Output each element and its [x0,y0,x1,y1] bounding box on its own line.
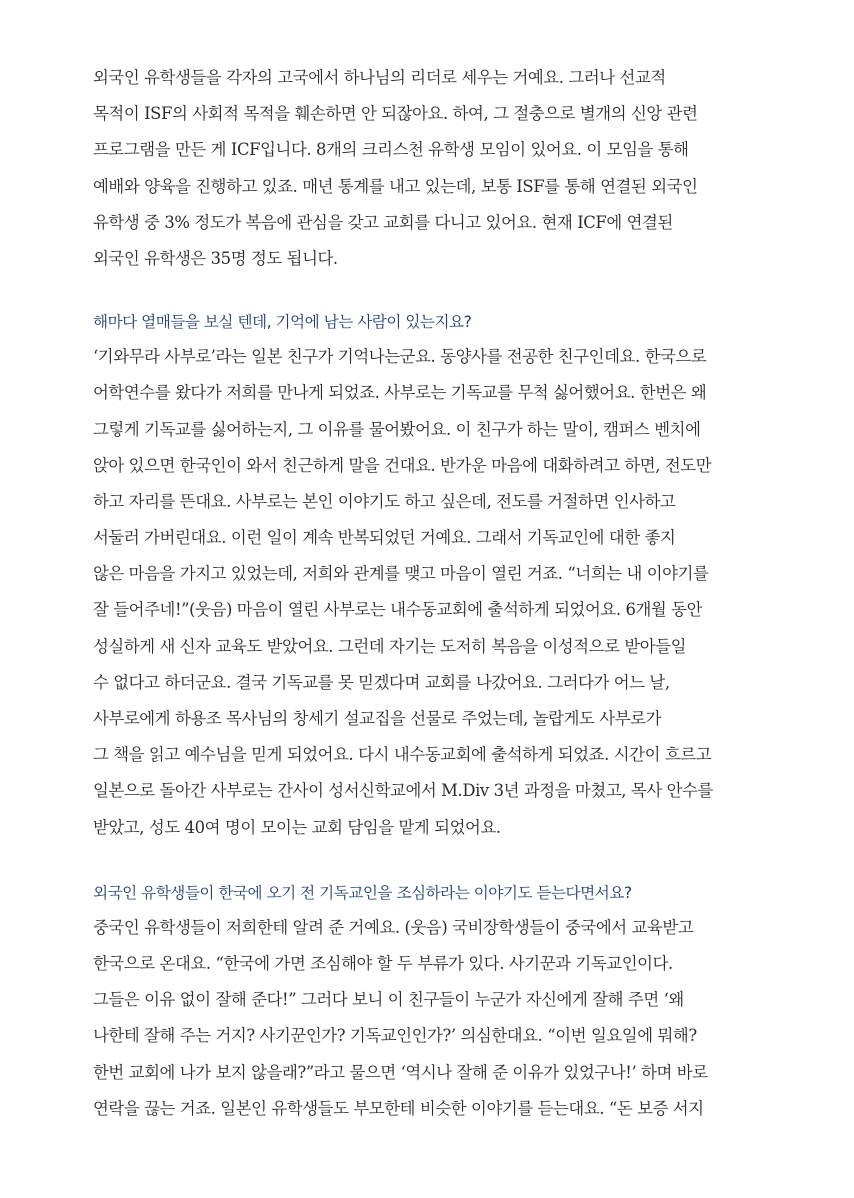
text-line: 서둘러 가버린대요. 이런 일이 계속 반복되었던 거예요. 그래서 기독교인에 대한 좋지 [93,528,676,548]
text-line: 하고 자리를 뜬대요. 사부로는 본인 이야기도 하고 싶은데, 전도를 거절하면 인사하고 [93,491,676,511]
text-line: 받았고, 성도 40여 명이 모이는 교회 담임을 맡게 되었어요. [93,817,501,837]
text-line: 일본으로 돌아간 사부로는 간사이 성서신학교에서 M.Div 3년 과정을 마쳤고, 목사 안수를 [93,781,713,801]
answer-paragraph [93,910,813,1127]
text-line: 수 없다고 하더군요. 결국 기독교를 못 믿겠다며 교회를 나갔어요. 그러다가 어느 날, [93,672,670,692]
answer-paragraph [93,339,813,846]
text-line: 연락을 끊는 거죠. 일본인 유학생들도 부모한테 비슷한 이야기를 듣는대요. “돈 보증 서지 [93,1098,704,1118]
text-line: 앉아 있으면 한국인이 와서 친근하게 말을 건대요. 반가운 마음에 대화하려고 하면, 전도만 [93,455,712,475]
text-line: 어학연수를 왔다가 저희를 만나게 되었죠. 사부로는 기독교를 무척 싫어했어요. 한번은 왜 [93,383,707,403]
text-line: 외국인 유학생들을 각자의 고국에서 하나님의 리더로 세우는 거예요. 그러나 선교적 [93,68,666,87]
text-line: 성실하게 새 신자 교육도 받았어요. 그런데 자기는 도저히 복음을 이성적으로 받아들일 [93,636,687,656]
text-line: 유학생 중 3% 정도가 복음에 관심을 갖고 교회를 다니고 있어요. 현재 ICF에 연결된 [93,212,673,232]
text-line: 그들은 이유 없이 잘해 준다!” 그러다 보니 이 친구들이 누군가 자신에게 잘해 주면 ‘왜 [93,990,684,1010]
interview-question: 외국인 유학생들이 한국에 오기 전 기독교인을 조심하라는 이야기도 듣는다면서요? [93,883,632,902]
text-line: 잘 들어주네!”(웃음) 마음이 열린 사부로는 내수동교회에 출석하게 되었어요. 6개월 동안 [93,600,703,620]
text-line: 외국인 유학생은 35명 정도 됩니다. [93,248,338,268]
text-line: 않은 마음을 가지고 있었는데, 저희와 관계를 맺고 마음이 열린 거죠. “너희는 내 이야기를 [93,564,709,584]
intro-paragraph [93,60,813,277]
text-line: 그렇게 기독교를 싫어하는지, 그 이유를 물어봤어요. 이 친구가 하는 말이, 캠퍼스 벤치에 [93,419,701,439]
text-line: 나한테 잘해 주는 거지? 사기꾼인가? 기독교인인가?’ 의심한대요. “이번 일요일에 뭐해? [93,1026,697,1046]
interview-question: 해마다 열매들을 보실 텐데, 기억에 남는 사람이 있는지요? [93,313,472,332]
text-line: 한번 교회에 나가 보지 않을래?”라고 물으면 ‘역시나 잘해 준 이유가 있었구나!’ 하며 바로 [93,1062,708,1082]
text-line: 그 책을 읽고 예수님을 믿게 되었어요. 다시 내수동교회에 출석하게 되었죠. 시간이 흐르고 [93,745,712,765]
text-line: 목적이 ISF의 사회적 목적을 훼손하면 안 되잖아요. 하여, 그 절충으로 별개의 신앙 관련 [93,104,698,124]
text-line: 사부로에게 하용조 목사님의 창세기 설교집을 선물로 주었는데, 놀랍게도 사부로가 [93,709,662,728]
text-line: 중국인 유학생들이 저희한테 알려 준 거예요. (웃음) 국비장학생들이 중국에서 교육받고 [93,917,694,937]
text-line: ‘기와무라 사부로’라는 일본 친구가 기억나는군요. 동양사를 전공한 친구인데요. 한국으로 [93,347,707,367]
text-line: 예배와 양육을 진행하고 있죠. 매년 통계를 내고 있는데, 보통 ISF를 통해 연결된 외국인 [93,176,698,196]
text-line: 프로그램을 만든 게 ICF입니다. 8개의 크리스천 유학생 모임이 있어요. 이 모임을 통해 [93,140,689,160]
text-line: 한국으로 온대요. “한국에 가면 조심해야 할 두 부류가 있다. 사기꾼과 기독교인이다. [93,953,673,973]
article-page [93,60,813,1127]
